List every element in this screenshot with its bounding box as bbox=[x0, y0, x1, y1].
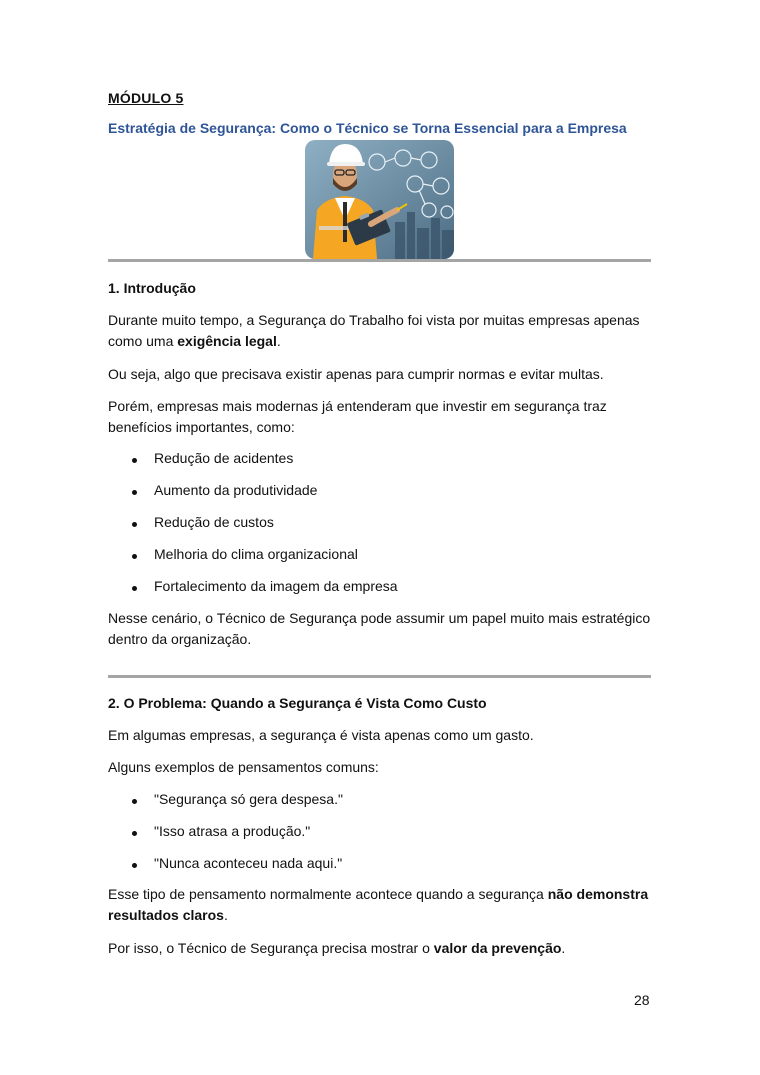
paragraph-text: Durante muito tempo, a Segurança do Trabalho foi vista por muitas empresas apenas como uma bbox=[108, 312, 640, 349]
paragraph-bold-text: exigência legal bbox=[177, 333, 277, 349]
safety-technician-illustration bbox=[305, 140, 454, 259]
paragraph-bold-text: não demonstra resultados claros bbox=[108, 886, 649, 923]
bullet-icon bbox=[132, 522, 137, 527]
module-subtitle: Estratégia de Segurança: Como o Técnico se Torna Essencial para a Empresa bbox=[108, 120, 627, 136]
paragraph-bold-text: valor da prevenção bbox=[433, 940, 562, 956]
paragraph-text: Por isso, o Técnico de Segurança precisa mostrar o bbox=[108, 940, 434, 956]
paragraph-problem-3 bbox=[108, 884, 653, 926]
list-item: "Isso atrasa a produção." bbox=[154, 823, 311, 839]
section-divider bbox=[108, 675, 651, 678]
paragraph-problem-1: Em algumas empresas, a segurança é vista apenas como um gasto. bbox=[108, 727, 534, 743]
list-item: Redução de acidentes bbox=[154, 450, 294, 466]
list-item: Melhoria do clima organizacional bbox=[154, 546, 358, 562]
bullet-icon bbox=[132, 554, 137, 559]
paragraph-text: . bbox=[561, 940, 566, 956]
paragraph-intro-4: Nesse cenário, o Técnico de Segurança pode assumir um papel muito mais estratégico dentro da organização. bbox=[108, 610, 651, 647]
list-item: Redução de custos bbox=[154, 514, 274, 530]
paragraph-intro-2: Ou seja, algo que precisava existir apenas para cumprir normas e evitar multas. bbox=[108, 366, 604, 382]
page-number: 28 bbox=[634, 992, 650, 1008]
module-title: MÓDULO 5 bbox=[108, 90, 184, 106]
bullet-icon bbox=[132, 458, 137, 463]
bullet-icon bbox=[132, 490, 137, 495]
bullet-icon bbox=[132, 831, 137, 836]
paragraph-text: . bbox=[276, 333, 281, 349]
section-heading-intro: 1. Introdução bbox=[108, 280, 196, 296]
bullet-icon bbox=[132, 799, 137, 804]
bullet-icon bbox=[132, 863, 137, 868]
list-item: "Segurança só gera despesa." bbox=[154, 791, 343, 807]
bullet-icon bbox=[132, 586, 137, 591]
section-divider bbox=[108, 259, 651, 262]
paragraph-intro-1 bbox=[108, 310, 653, 352]
list-item: "Nunca aconteceu nada aqui." bbox=[154, 855, 343, 871]
list-item: Fortalecimento da imagem da empresa bbox=[154, 578, 398, 594]
technician-image bbox=[305, 140, 454, 259]
section-heading-problem: 2. O Problema: Quando a Segurança é Vista Como Custo bbox=[108, 695, 487, 711]
paragraph-problem-4 bbox=[108, 938, 653, 959]
paragraph-intro-3: Porém, empresas mais modernas já entenderam que investir em segurança traz benefícios importantes, como: bbox=[108, 398, 607, 435]
paragraph-text: Esse tipo de pensamento normalmente acontece quando a segurança bbox=[108, 886, 548, 902]
paragraph-text: . bbox=[223, 907, 228, 923]
list-item: Aumento da produtividade bbox=[154, 482, 318, 498]
paragraph-problem-2: Alguns exemplos de pensamentos comuns: bbox=[108, 759, 379, 775]
